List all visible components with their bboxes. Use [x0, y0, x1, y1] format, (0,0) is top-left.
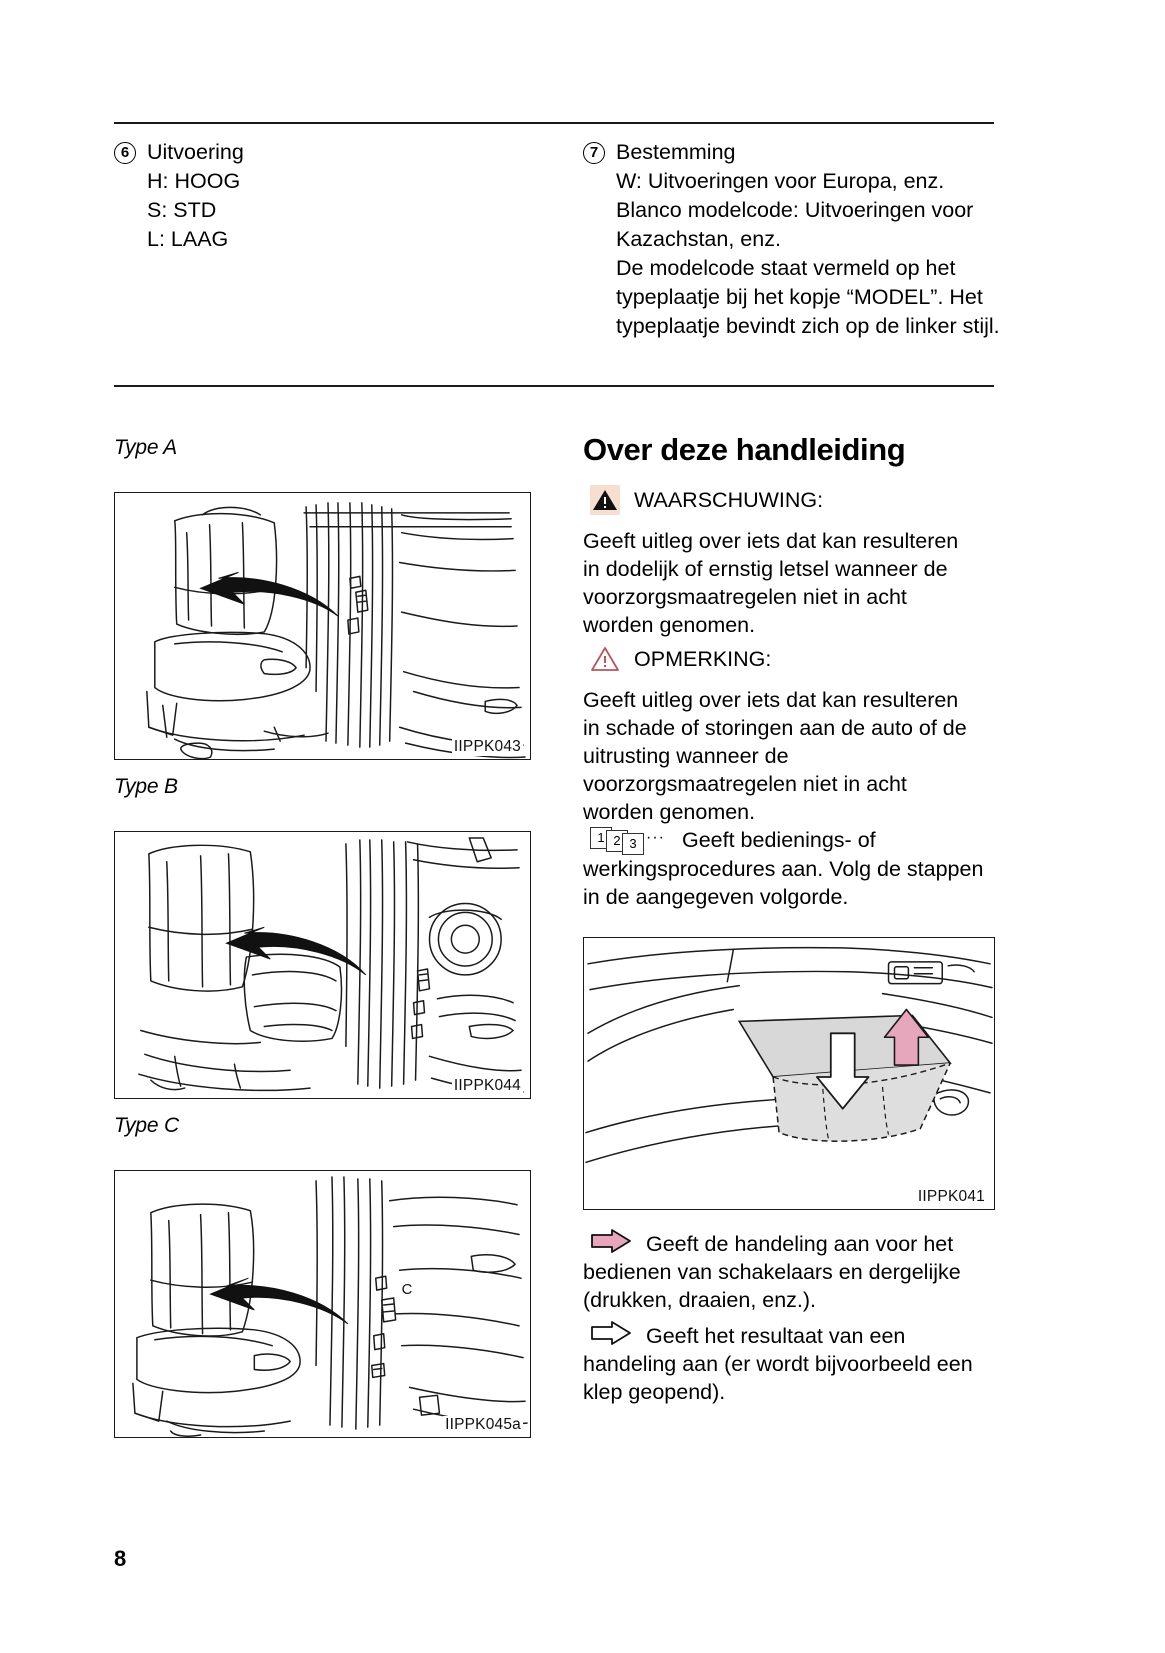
figure-type-c-illustration	[115, 1171, 530, 1437]
step-ellipsis: ···	[646, 829, 665, 846]
paragraph-line: voorzorgsmaatregelen niet in acht	[583, 585, 907, 609]
legend-line: S: STD	[147, 198, 217, 222]
paragraph-line: in dodelijk of ernstig letsel wanneer de	[583, 557, 948, 581]
paragraph-line: werkingsprocedures aan. Volg de stappen	[583, 857, 984, 881]
paragraph-line: worden genomen.	[583, 800, 756, 824]
legend-number-7: 7	[583, 142, 605, 164]
pointer-arrow-icon	[211, 1278, 348, 1324]
result-text	[583, 1350, 995, 1406]
notice-header	[590, 645, 771, 673]
figure-console	[583, 937, 995, 1210]
figure-type-a	[114, 492, 531, 760]
steps-header	[590, 827, 876, 853]
paragraph-line: voorzorgsmaatregelen niet in acht	[583, 772, 907, 796]
paragraph-line: handeling aan (er wordt bijvoorbeeld een	[583, 1352, 973, 1376]
page-number: 8	[114, 1546, 127, 1571]
legend-title-6: Uitvoering	[147, 140, 244, 164]
filled-arrow-right-icon	[590, 1228, 632, 1260]
legend-line: W: Uitvoeringen voor Europa, enz.	[616, 169, 945, 193]
legend-title-7: Bestemming	[616, 140, 736, 164]
legend-item-7	[583, 138, 1003, 341]
middle-divider	[114, 385, 994, 387]
paragraph-line: in de aangegeven volgorde.	[583, 885, 849, 909]
notice-triangle-icon	[590, 645, 620, 673]
result-header	[590, 1320, 905, 1352]
legend-number-6: 6	[114, 142, 136, 164]
legend-item-6	[114, 138, 544, 254]
paragraph-line: bedienen van schakelaars en dergelijke	[583, 1260, 961, 1284]
step-box-2: 2	[606, 830, 628, 852]
figure-label-type-c: Type C	[114, 1114, 179, 1137]
figure-type-b	[114, 831, 531, 1099]
paragraph-line: (drukken, draaien, enz.).	[583, 1288, 817, 1312]
figure-console-illustration	[584, 938, 994, 1209]
legend-item-6-header	[114, 138, 544, 167]
paragraph-line: worden genomen.	[583, 613, 756, 637]
figure-type-b-illustration	[115, 832, 530, 1098]
figure-code-type-a: IIPPK043	[453, 738, 521, 755]
warning-triangle-glyph	[592, 488, 618, 512]
figure-code-console: IIPPK041	[917, 1188, 985, 1205]
warning-triangle-icon	[590, 485, 620, 515]
legend-line: L: LAAG	[147, 227, 229, 251]
legend-line: H: HOOG	[147, 169, 241, 193]
legend-item-6-body	[114, 167, 544, 254]
page-title: Over deze handleiding	[583, 432, 906, 467]
figure-code-type-c: IIPPK045a	[445, 1416, 521, 1433]
figure-type-c-marker: C	[401, 1282, 413, 1299]
paragraph-line: in schade of storingen aan de auto of de	[583, 716, 967, 740]
step-box-3: 3	[622, 833, 644, 855]
figure-label-type-a: Type A	[114, 436, 177, 459]
paragraph-line: Geeft uitleg over iets dat kan resulteren	[583, 688, 959, 712]
result-first-line: Geeft het resultaat van een	[646, 1323, 906, 1348]
warning-header	[590, 485, 823, 515]
notice-text	[583, 686, 995, 826]
figure-label-type-b: Type B	[114, 775, 178, 798]
step-box-1: 1	[590, 827, 612, 849]
legend-item-7-body	[583, 167, 1003, 341]
figure-type-c	[114, 1170, 531, 1438]
notice-triangle-glyph	[590, 645, 620, 672]
filled-arrow-glyph	[590, 1228, 632, 1254]
action-text	[583, 1258, 995, 1314]
figure-type-a-illustration	[115, 493, 530, 759]
outline-arrow-glyph	[590, 1320, 632, 1346]
legend-item-7-header	[583, 138, 1003, 167]
warning-text	[583, 527, 995, 639]
action-first-line: Geeft de handeling aan voor het	[646, 1231, 954, 1256]
paragraph-line: uitrusting wanneer de	[583, 744, 789, 768]
figure-code-type-b: IIPPK044	[453, 1077, 521, 1094]
paragraph-line: Geeft uitleg over iets dat kan resulteren	[583, 529, 959, 553]
steps-text	[583, 855, 995, 911]
outline-arrow-right-icon	[590, 1320, 632, 1352]
step-boxes-icon	[590, 827, 668, 853]
paragraph-line: klep geopend).	[583, 1380, 726, 1404]
legend-line: Blanco modelcode: Uitvoeringen voor Kazachstan, enz.	[616, 198, 974, 251]
action-header	[590, 1228, 953, 1260]
notice-label: OPMERKING:	[634, 646, 772, 671]
steps-first-line: Geeft bedienings- of	[682, 827, 876, 852]
top-divider	[114, 122, 994, 124]
warning-label: WAARSCHUWING:	[634, 487, 824, 512]
legend-line: De modelcode staat vermeld op het typeplaatje bij het kopje “MODEL”. Het typeplaatje bevindt zich op de linker stijl.	[616, 256, 1000, 338]
